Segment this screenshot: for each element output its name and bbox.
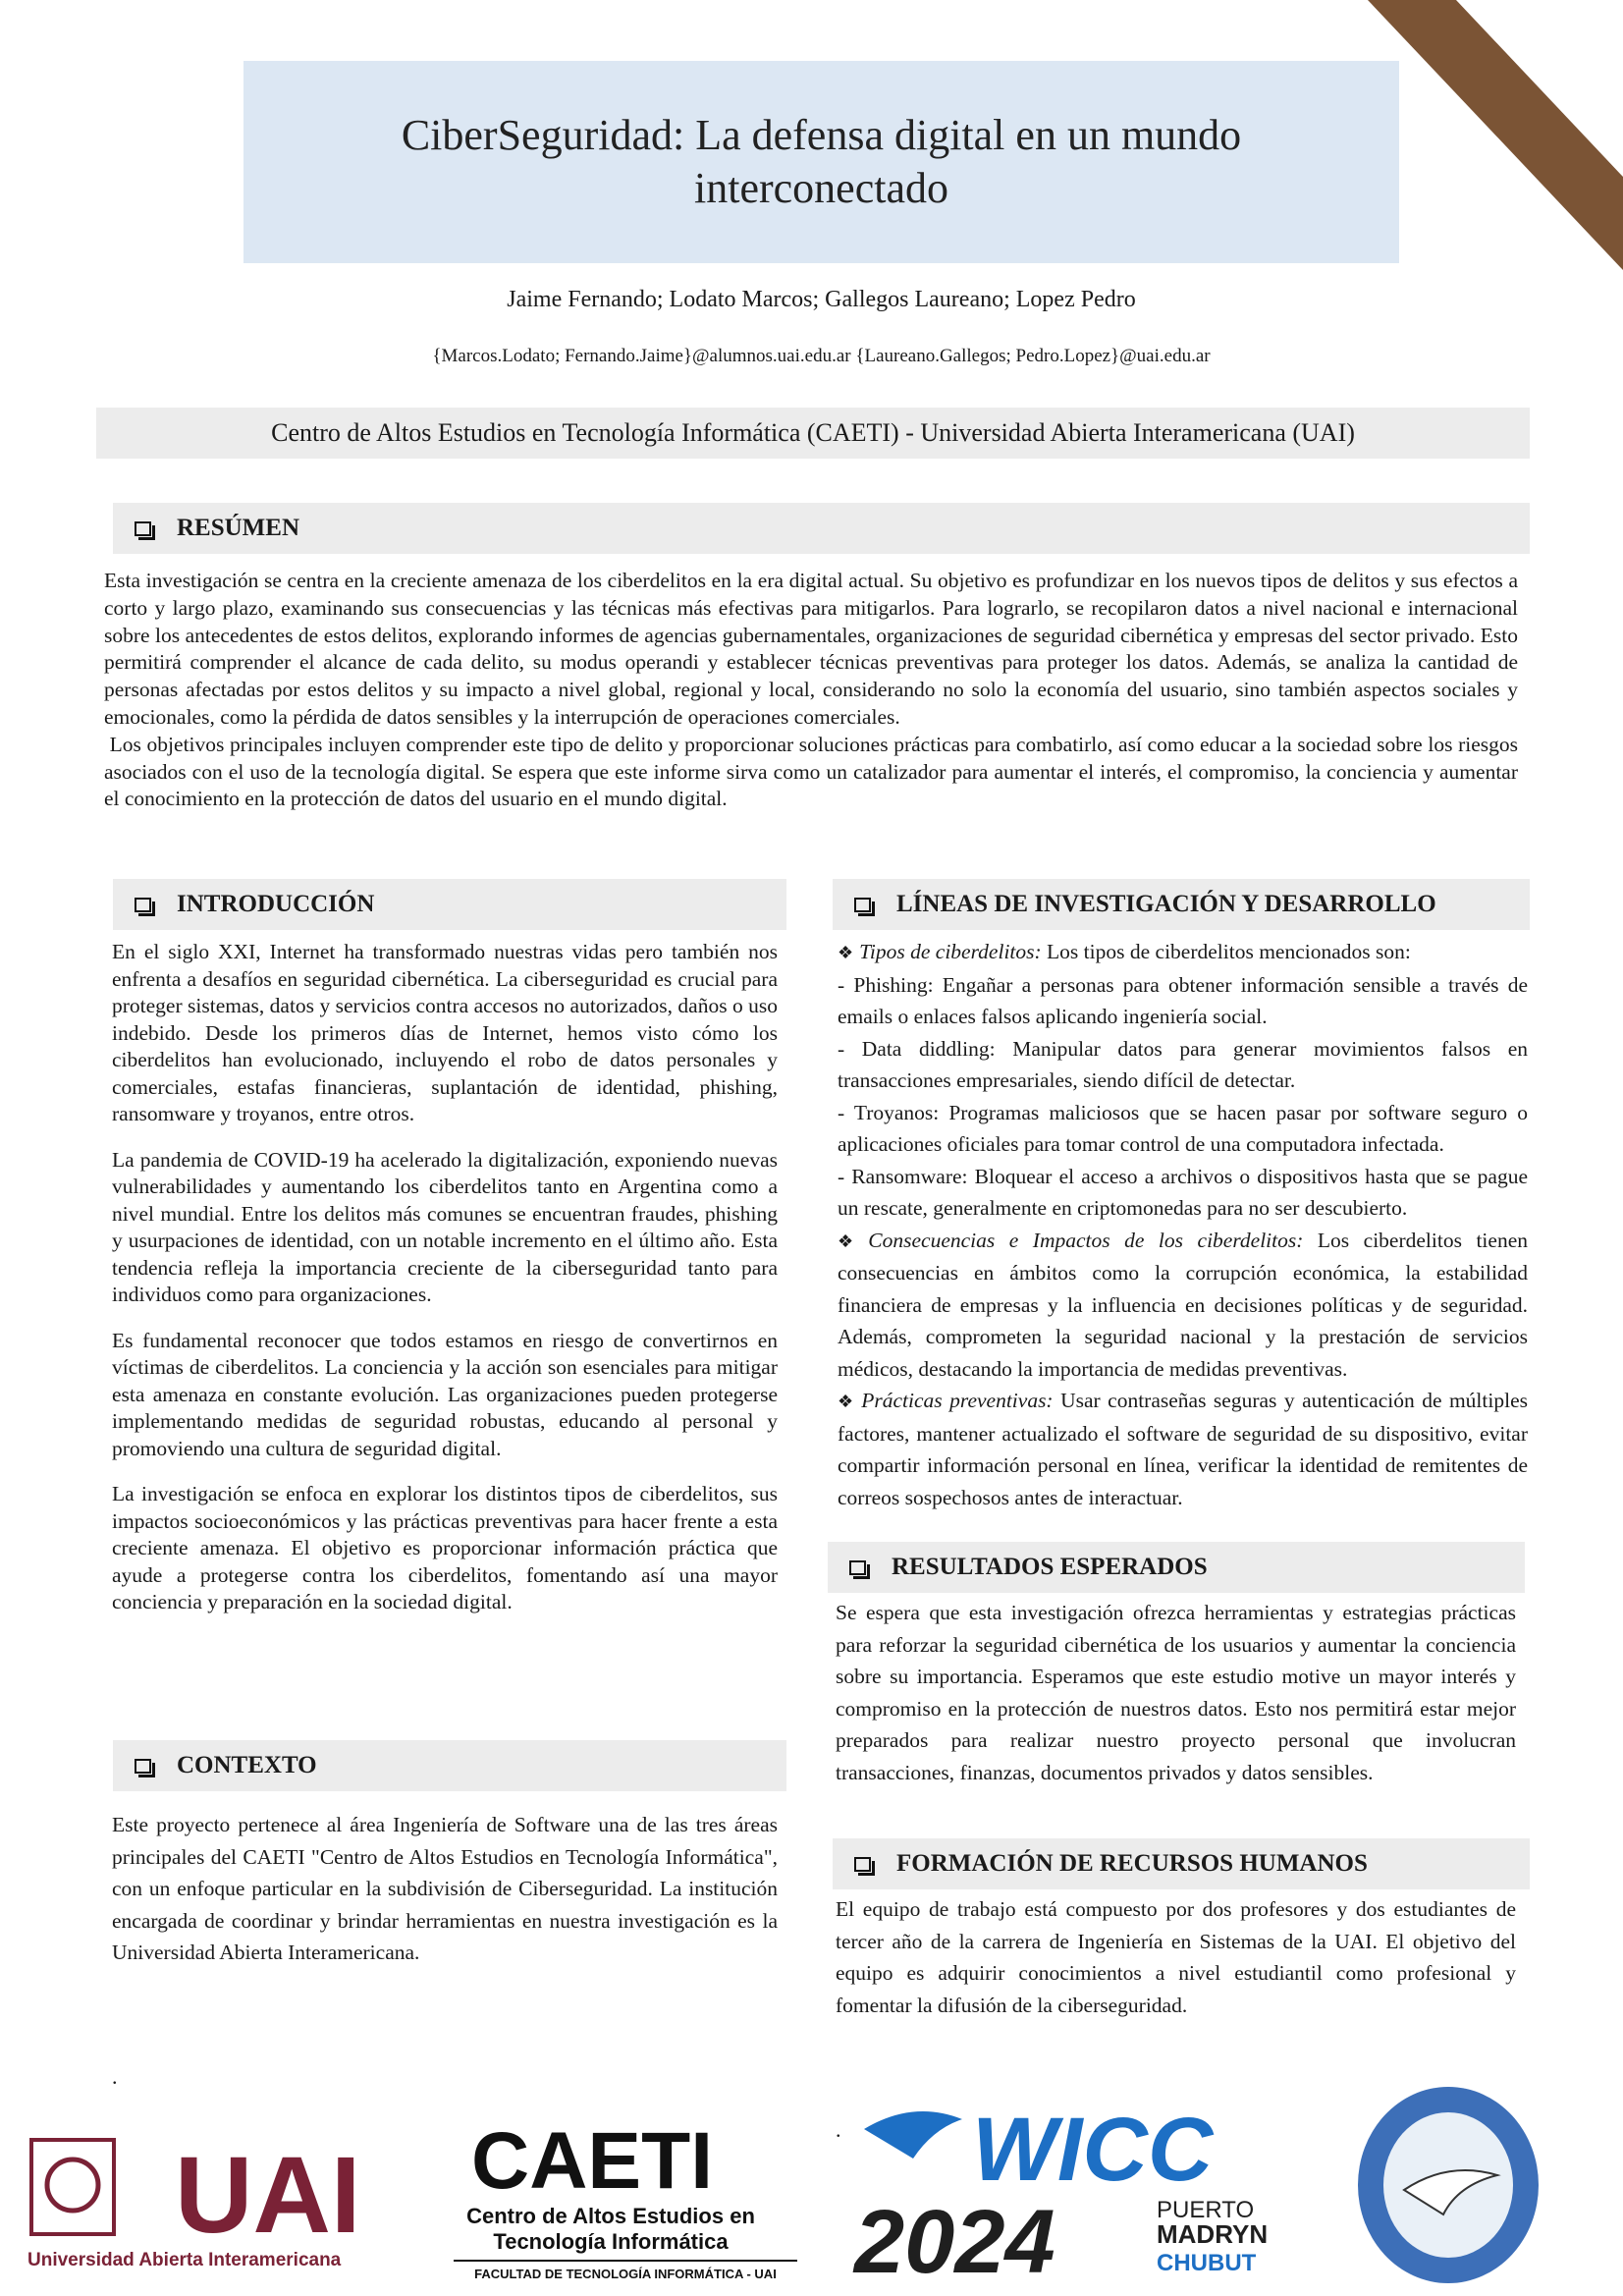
results-body [836,1597,1516,1788]
checkbox-icon [854,1857,871,1872]
uai-caption: Universidad Abierta Interamericana [27,2250,342,2270]
title-banner [243,61,1399,263]
hr-body [836,1893,1516,2021]
b1-title: Tipos de ciberdelitos: [859,940,1042,963]
paper-title: CiberSeguridad: La defensa digital en un mundo interconectado [401,111,1242,212]
authors: Jaime Fernando; Lodato Marcos; Gallegos Laureano; Lopez Pedro [507,287,1136,312]
institution-banner [96,408,1530,459]
phishing-item: - Phishing: Engañar a personas para obtener información sensible a través de emails o enlaces falsos aplicando ingeniería social. [838,972,1528,1028]
results-p1: Se espera que esta investigación ofrezca herramientas y estrategias prácticas para reforzar la seguridad cibernética de los usuarios y aumentar la conciencia sobre su importancia. Esperamos que este estudio motive un mayor interés y compromiso en la protección de nuestros datos. Esto nos permitirá estar mejor preparados para realizar nuestro proyecto personal que involucran transacciones, finanzas, documentos privados y datos sensibles. [836,1601,1516,1784]
uai-wordmark: UAI [175,2136,361,2256]
wicc-logo [844,2090,1276,2286]
checkbox-icon [849,1560,866,1575]
uai-shield [31,2140,114,2234]
abstract-p2: Los objetivos principales incluyen comprender este tipo de delito y proporcionar soluciones prácticas para combatirlo, así como educar a la sociedad sobre los riesgos asociados con el uso de la tecnología digital. Se espera que este informe sirva como un catalizador para aumentar el interés, el compromiso, la conciencia y aumentar el conocimiento en la protección de datos del usuario en el mundo digital. [104,732,1524,811]
abstract-heading-label: RESÚMEN [177,515,300,541]
abstract-heading [113,503,1530,554]
wicc-wordmark: WICC [972,2100,1214,2200]
context-heading [113,1740,786,1791]
hr-p1: El equipo de trabajo está compuesto por dos profesores y dos estudiantes de tercer año de la carrera de Ingeniería en Sistemas de la UAI. El objetivo del equipo es adquirir conocimientos a nivel estudiantil como profesional y fomentar la difusión de la ciberseguridad. [836,1897,1516,2017]
caeti-caption: FACULTAD DE TECNOLOGÍA INFORMÁTICA - UAI [474,2267,777,2281]
intro-body [112,939,778,1635]
emails: {Marcos.Lodato; Fernando.Jaime}@alumnos.uai.edu.ar {Laureano.Gallegos; Pedro.Lopez}@uai.edu.ar [432,346,1211,366]
unpsjb-logo [1350,2082,1546,2288]
diamond-bullet-icon: ❖ [838,943,854,962]
diddling-item: - Data diddling: Manipular datos para generar movimientos falsos en transacciones empresariales, siendo difícil de detectar. [838,1036,1528,1092]
intro-p4: La investigación se enfoca en explorar los distintos tipos de ciberdelitos, sus impactos socioeconómicos y las prácticas preventivas para hacer frente a esta creciente amenaza. El objetivo es proporcionar información práctica que ayude a protegerse contra los ciberdelitos, fomentando así una mayor conciencia y preparación en la sociedad digital. [112,1482,778,1613]
checkbox-icon [135,1759,151,1774]
institution: Centro de Altos Estudios en Tecnología Informática (CAETI) - Universidad Abierta Interamericana (UAI) [271,418,1355,447]
ransomware-item: - Ransomware: Bloquear el acceso a archivos o dispositivos hasta que se pague un rescate, generalmente en criptomonedas para no ser descubierto. [838,1164,1528,1220]
diamond-bullet-icon: ❖ [838,1230,863,1251]
b2-title: Consecuencias e Impactos de los ciberdelitos: [868,1228,1304,1252]
lines-body [838,936,1528,1513]
troyanos-item: - Troyanos: Programas maliciosos que se hacen pasar por software seguro o aplicaciones oficiales para tomar control de una computadora infectada. [838,1100,1528,1156]
wicc-city1: PUERTO [1157,2197,1255,2223]
caeti-wordmark: CAETI [471,2116,713,2206]
wicc-prov: CHUBUT [1157,2250,1257,2276]
b2-text: Los ciberdelitos tienen consecuencias en ámbitos como la corrupción económica, la estabilidad financiera de empresas y la influencia en decisiones políticas y de seguridad. Además, comprometen la seguridad nacional y la prestación de servicios médicos, destacando la importancia de medidas preventivas. [838,1228,1528,1381]
context-p1: Este proyecto pertenece al área Ingeniería de Software una de las tres áreas principales del CAETI "Centro de Altos Estudios en Tecnología Informática", con un enfoque particular en la subdivisión de Ciberseguridad. La institución encargada de coordinar y brindar herramientas en nuestra investigación es la Universidad Abierta Interamericana. [112,1813,778,1964]
context-heading-label: CONTEXTO [177,1752,317,1778]
caeti-logo [454,2111,807,2288]
hr-heading-label: FORMACIÓN DE RECURSOS HUMANOS [896,1850,1368,1877]
intro-p2: La pandemia de COVID-19 ha acelerado la digitalización, exponiendo nuevas vulnerabilidades y aumentando los ciberdelitos tanto en Argentina como a nivel mundial. Entre los delitos más comunes se encuentran fraudes, phishing y usurpaciones de identidad, con un notable incremento en el último año. Esta tendencia refleja la importancia creciente de la ciberseguridad tanto para individuos como para organizaciones. [112,1147,778,1306]
intro-heading-label: INTRODUCCIÓN [177,891,375,917]
bird-icon [864,2111,962,2159]
b1-text: Los tipos de ciberdelitos mencionados son: [1041,940,1411,963]
checkbox-icon [854,898,871,912]
uai-emblem [47,2159,98,2211]
checkbox-icon [135,898,151,912]
corner-ribbon [1368,0,1623,270]
abstract-body [104,568,1524,813]
stray-dot: . [836,2117,841,2142]
logo-strip [0,2082,1623,2288]
lines-heading-label: LÍNEAS DE INVESTIGACIÓN Y DESARROLLO [896,891,1436,917]
wicc-city2: MADRYN [1157,2219,1269,2249]
intro-p3: Es fundamental reconocer que todos estamos en riesgo de convertirnos en víctimas de ciberdelitos. La conciencia y la acción son esenciales para mitigar esta amenaza en constante evolución. Las organizaciones pueden protegerse implementando medidas de seguridad robustas, educando al personal y promoviendo una cultura de seguridad digital. [112,1328,778,1460]
results-heading-label: RESULTADOS ESPERADOS [892,1554,1208,1580]
diamond-bullet-icon: ❖ [838,1392,856,1411]
hr-heading [833,1838,1530,1889]
wicc-year: 2024 [854,2192,1055,2286]
b3-title: Prácticas preventivas: [861,1389,1054,1412]
checkbox-icon [135,521,151,536]
stray-dot: . [112,2064,118,2089]
results-heading [828,1542,1525,1593]
caeti-line2: Tecnología Informática [493,2229,729,2254]
context-body [112,1809,778,1969]
intro-p1: En el siglo XXI, Internet ha transformado nuestras vidas pero también nos enfrenta a desafíos en seguridad cibernética. La ciberseguridad es crucial para proteger sistemas, datos y servicios contra accesos no autorizados, daños o uso indebido. Desde los primeros días de Internet, hemos visto cómo los ciberdelitos han evolucionado, incluyendo el robo de datos personales y comerciales, estafas financieras, suplantación de identidad, phishing, ransomware y troyanos, entre otros. [112,940,778,1125]
lines-heading [833,879,1530,930]
caeti-line1: Centro de Altos Estudios en [466,2204,755,2228]
b3-text: Usar contraseñas seguras y autenticación de múltiples factores, mantener actualizado el software de seguridad de su dispositivo, evitar compartir información personal en línea, verificar la identidad de remitentes de correos sospechosos antes de interactuar. [838,1389,1528,1509]
uai-logo [27,2136,391,2273]
intro-heading [113,879,786,930]
abstract-p1: Esta investigación se centra en la creciente amenaza de los ciberdelitos en la era digital actual. Su objetivo es profundizar en los nuevos tipos de delitos y sus efectos a corto y largo plazo, examinando sus consecuencias y las técnicas más efectivas para mitigarlos. Para lograrlo, se recopilaron datos a nivel nacional e internacional sobre los antecedentes de estos delitos, explorando informes de agencias gubernamentales, organizaciones de seguridad cibernética y empresas del sector privado. Esto permitirá comprender el alcance de cada delito, su modus operandi y establecer técnicas preventivas para proteger los datos. Además, se analiza la cantidad de personas afectadas por estos delitos y su impacto a nivel global, regional y local, considerando no solo la economía del usuario, sino también aspectos sociales y emocionales, como la pérdida de datos sensibles y la interrupción de operaciones comerciales. [104,569,1518,729]
